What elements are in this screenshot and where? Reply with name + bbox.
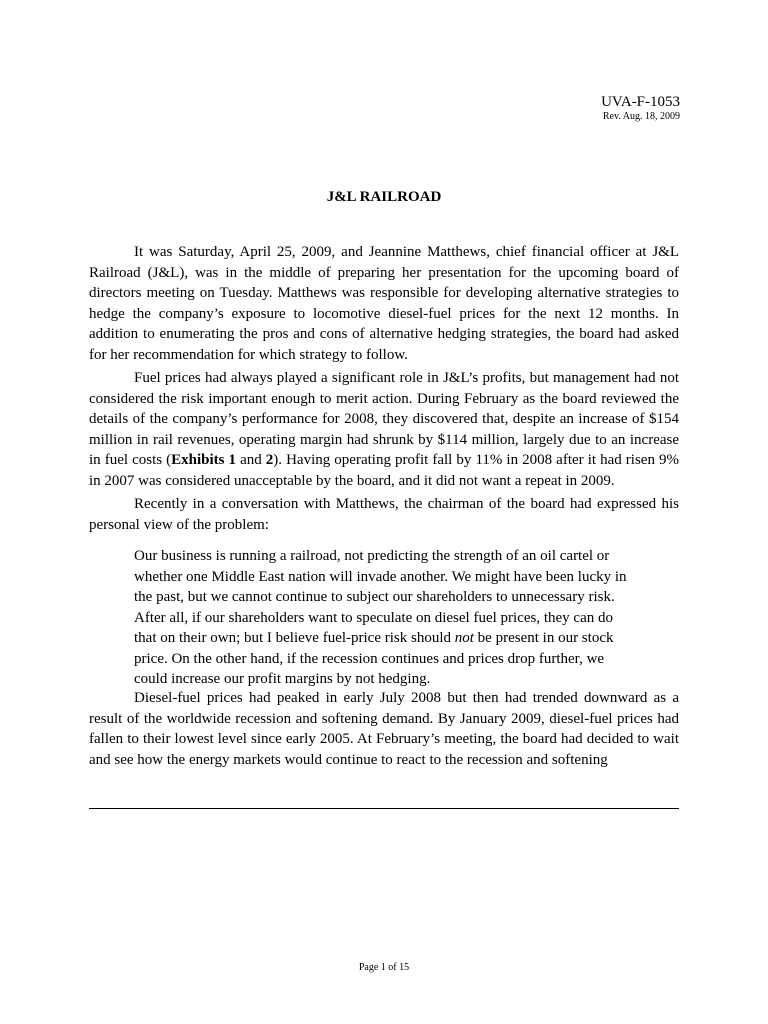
exhibit-2-reference: 2 — [265, 452, 274, 468]
paragraph-2-part-b: ). Having operating profit fall by 11% in 2008 after it had risen 9% in 2007 was considered unacceptable by the board, and it did not want a repeat in 2009. — [89, 452, 679, 489]
chairman-quote — [134, 546, 634, 690]
quote-part-a: Our business is running a railroad, not predicting the strength of an oil cartel or whether one Middle East nation will invade another. We might have been lucky in the past, but we cannot continue to subject our shareholders to unnecessary risk. After all, if our shareholders want to speculate on diesel fuel prices, they can do that on their own; but I believe fuel-price risk should — [134, 548, 627, 646]
paragraph-4 — [89, 688, 679, 770]
paragraph-2-text — [89, 368, 679, 491]
paragraph-2-part-a: Fuel prices had always played a significant role in J&L’s profits, but management had not considered the risk important enough to merit action. During February as the board reviewed the details of the company’s performance for 2008, they discovered that, despite an increase of $154 million in rail revenues, operating margin had shrunk by $114 million, largely due to an increase in fuel costs ( — [89, 370, 679, 468]
page-number: Page 1 of 15 — [358, 962, 410, 973]
paragraph-2-and: and — [236, 452, 266, 468]
paragraph-1-text: It was Saturday, April 25, 2009, and Jeannine Matthews, chief financial officer at J&L Railroad (J&L), was in the middle of preparing her presentation for the upcoming board of directors meeting on Tuesday. Matthews was responsible for developing alternative strategies to hedge the company’s exposure to locomotive diesel-fuel prices for the next 12 months. In addition to enumerating the pros and cons of alternative hedging strategies, the board had asked for her recommendation for which strategy to follow. — [89, 244, 679, 363]
quote-emphasis-not: not — [454, 630, 474, 646]
paragraph-3-text: Recently in a conversation with Matthews, the chairman of the board had expressed his personal view of the problem: — [89, 496, 679, 533]
paragraph-4-text: Diesel-fuel prices had peaked in early July 2008 but then had trended downward as a result of the worldwide recession and softening demand. By January 2009, diesel-fuel prices had fallen to their lowest level since early 2005. At February’s meeting, the board had decided to wait and see how the energy markets would continue to react to the recession and softening — [89, 690, 679, 768]
paragraph-2 — [89, 368, 679, 491]
footnote-divider — [89, 808, 679, 809]
quote-text — [134, 546, 634, 690]
case-title: J&L RAILROAD — [326, 189, 442, 205]
paragraph-1 — [89, 242, 679, 365]
exhibit-1-reference: Exhibits 1 — [171, 452, 237, 468]
paragraph-3 — [89, 494, 679, 535]
quote-part-b: be present in our stock price. On the other hand, if the recession continues and prices drop further, we could increase our profit margins by not hedging. — [134, 630, 614, 687]
document-id: UVA-F-1053 — [601, 94, 680, 110]
revision-date: Rev. Aug. 18, 2009 — [602, 111, 680, 122]
